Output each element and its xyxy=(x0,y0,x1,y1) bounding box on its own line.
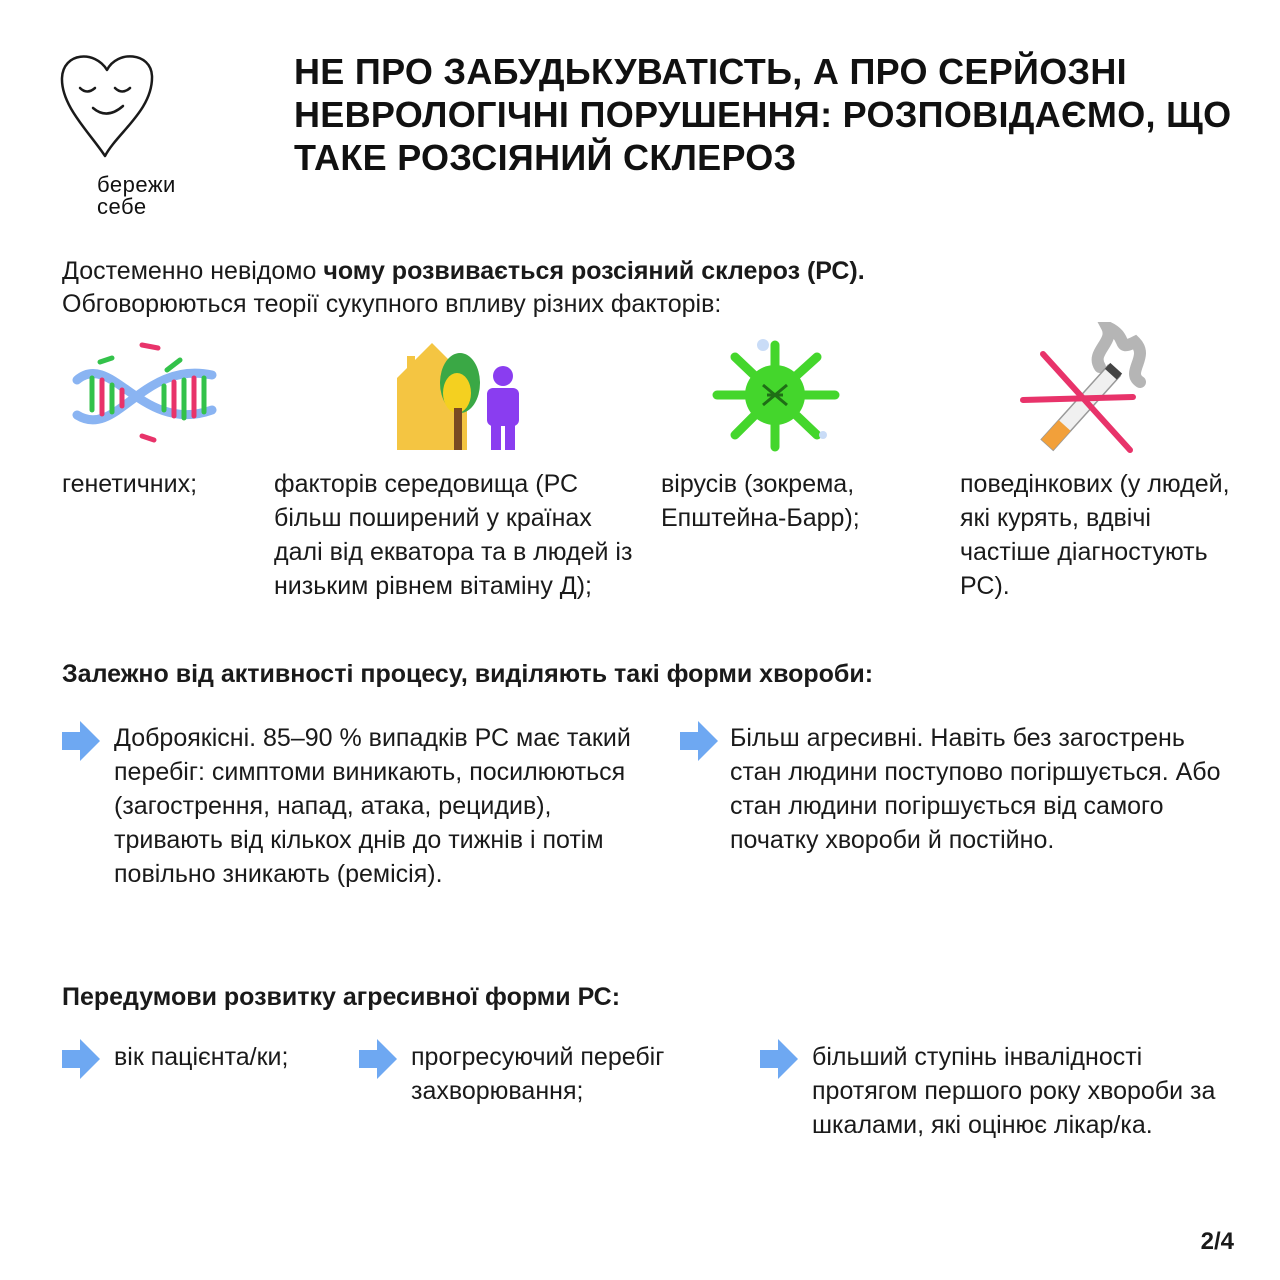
heart-face-icon xyxy=(55,48,165,173)
house-tree-person-icon xyxy=(392,338,532,453)
intro-text: Достеменно невідомо xyxy=(62,257,324,285)
logo-text xyxy=(97,174,176,218)
forms-heading: Залежно від активності процесу, виділяють такі форми хвороби: xyxy=(62,660,874,688)
factor-viruses: вірусів (зокрема, Епштейна-Барр); xyxy=(661,470,860,532)
arrow-right-icon xyxy=(357,1036,399,1082)
dna-icon xyxy=(72,340,222,450)
factor-genetic: генетичних; xyxy=(62,470,198,498)
prerequisite-disability: більший ступінь інвалідності протягом першого року хвороби за шкалами, які оцінює лікар/ка. xyxy=(812,1043,1216,1139)
form-aggressive: Більш агресивні. Навіть без загострень стан людини поступово погіршується. Або стан людини погіршується від самого початку хвороби й постійно. xyxy=(730,724,1221,854)
no-smoking-icon xyxy=(1015,322,1155,457)
intro-bold-text: чому розвивається розсіяний склероз (РС). xyxy=(323,257,865,285)
arrow-right-icon xyxy=(60,1036,102,1082)
arrow-right-icon xyxy=(758,1036,800,1082)
prerequisite-age: вік пацієнта/ки; xyxy=(114,1043,289,1071)
intro-paragraph xyxy=(62,255,1222,321)
logo-line-2: себе xyxy=(97,194,147,219)
brand-logo xyxy=(55,48,215,223)
factor-environment: факторів середовища (РС більш поширений у країнах далі від екватора та в людей із низьким рівнем вітаміну Д); xyxy=(274,470,633,600)
prerequisites-heading: Передумови розвитку агресивної форми РС: xyxy=(62,983,621,1011)
factor-behavioral: поведінкових (у людей, які курять, вдвічі частіше діагностують РС). xyxy=(960,470,1230,600)
logo-line-1: бережи xyxy=(97,172,176,197)
form-benign: Доброякісні. 85–90 % випадків РС має такий перебіг: симптоми виникають, посилюються (загострення, напад, атака, рецидив), тривають від кількох днів до тижнів і потім повільно зникають (ремісія). xyxy=(114,724,631,888)
arrow-right-icon xyxy=(60,718,102,764)
arrow-right-icon xyxy=(678,718,720,764)
intro-line-2: Обговорюються теорії сукупного впливу різних факторів: xyxy=(62,290,722,318)
page-number: 2/4 xyxy=(1200,1228,1234,1255)
page-title: НЕ ПРО ЗАБУДЬКУВАТІСТЬ, А ПРО СЕРЙОЗНІ НЕВРОЛОГІЧНІ ПОРУШЕННЯ: РОЗПОВІДАЄМО, ЩО ТАКЕ РОЗСІЯНИЙ СКЛЕРОЗ xyxy=(294,51,1232,178)
virus-icon xyxy=(705,335,845,455)
prerequisite-progression: прогресуючий перебіг захворювання; xyxy=(411,1043,665,1105)
